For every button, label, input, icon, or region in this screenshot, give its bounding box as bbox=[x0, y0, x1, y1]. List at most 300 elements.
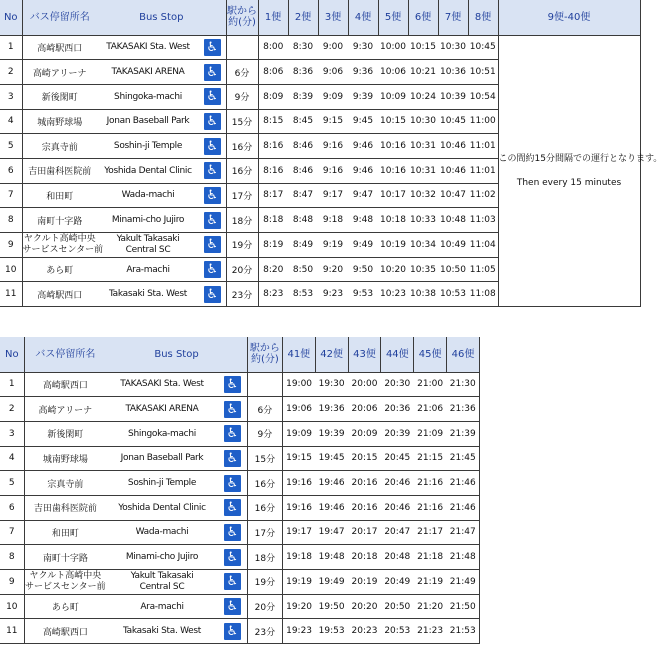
departure-time: 10:35 bbox=[408, 257, 438, 282]
header-stop-ja: バス停留所名 bbox=[24, 337, 106, 372]
accessible-icon: ♿ bbox=[224, 598, 241, 615]
minutes-from-station: 15分 bbox=[247, 446, 282, 471]
departure-time: 11:03 bbox=[468, 208, 498, 233]
accessible-icon: ♿ bbox=[204, 88, 221, 105]
departure-time: 9:00 bbox=[318, 35, 348, 60]
table-row bbox=[0, 471, 480, 496]
minutes-from-station: 20分 bbox=[226, 257, 258, 282]
wheelchair-cell bbox=[199, 60, 226, 85]
departure-time: 19:09 bbox=[282, 421, 315, 446]
stop-name-en-line2: Central SC bbox=[125, 244, 171, 255]
departure-time: 11:04 bbox=[468, 233, 498, 258]
departure-time: 10:46 bbox=[438, 134, 468, 159]
departure-time: 19:48 bbox=[315, 545, 348, 570]
stop-name-en: Ara-machi bbox=[97, 257, 199, 282]
table-row bbox=[0, 421, 480, 446]
departure-time: 9:19 bbox=[318, 233, 348, 258]
departure-time: 10:16 bbox=[378, 158, 408, 183]
stop-name-ja: 城南野球場 bbox=[22, 109, 97, 134]
departure-time: 21:45 bbox=[447, 446, 480, 471]
departure-time: 20:17 bbox=[348, 520, 381, 545]
departure-time: 9:09 bbox=[318, 84, 348, 109]
departure-time: 10:48 bbox=[438, 208, 468, 233]
departure-time: 19:17 bbox=[282, 520, 315, 545]
departure-time: 21:00 bbox=[414, 372, 447, 397]
table-row bbox=[0, 594, 480, 619]
stop-name-ja-line1: ヤクルト高崎中央 bbox=[23, 233, 96, 244]
departure-time: 20:19 bbox=[348, 570, 381, 595]
departure-time: 10:47 bbox=[438, 183, 468, 208]
departure-time: 9:46 bbox=[348, 158, 378, 183]
departure-time: 21:30 bbox=[447, 372, 480, 397]
accessible-icon: ♿ bbox=[224, 623, 241, 640]
stop-name-ja: 宗真寺前 bbox=[24, 471, 106, 496]
departure-time: 8:47 bbox=[288, 183, 318, 208]
departure-time: 20:48 bbox=[381, 545, 414, 570]
accessible-icon: ♿ bbox=[224, 401, 241, 418]
departure-time: 10:39 bbox=[438, 84, 468, 109]
stop-name-ja: 南町十字路 bbox=[22, 208, 97, 233]
departure-time: 19:36 bbox=[315, 397, 348, 422]
departure-time: 21:46 bbox=[447, 471, 480, 496]
stop-name-en: Soshin-ji Temple bbox=[97, 134, 199, 159]
stop-name-en: TAKASAKI ARENA bbox=[97, 60, 199, 85]
wheelchair-cell bbox=[218, 397, 248, 422]
departure-time: 10:32 bbox=[408, 183, 438, 208]
minutes-from-station: 15分 bbox=[226, 109, 258, 134]
departure-time: 8:06 bbox=[258, 60, 288, 85]
stop-number: 10 bbox=[0, 257, 22, 282]
stop-number: 5 bbox=[0, 134, 22, 159]
departure-time: 10:45 bbox=[438, 109, 468, 134]
departure-time: 10:50 bbox=[438, 257, 468, 282]
departure-time: 21:17 bbox=[414, 520, 447, 545]
header-trip: 43便 bbox=[348, 337, 381, 372]
stop-number: 1 bbox=[0, 35, 22, 60]
departure-time: 10:38 bbox=[408, 282, 438, 307]
stop-name-en: Soshin-ji Temple bbox=[106, 471, 218, 496]
departure-time: 20:50 bbox=[381, 594, 414, 619]
minutes-from-station: 19分 bbox=[247, 570, 282, 595]
departure-time: 19:53 bbox=[315, 619, 348, 644]
departure-time: 8:19 bbox=[258, 233, 288, 258]
stop-name-en: TAKASAKI ARENA bbox=[106, 397, 218, 422]
departure-time: 9:48 bbox=[348, 208, 378, 233]
accessible-icon: ♿ bbox=[204, 39, 221, 56]
minutes-from-station: 18分 bbox=[226, 208, 258, 233]
minutes-from-station: 6分 bbox=[226, 60, 258, 85]
wheelchair-cell bbox=[199, 109, 226, 134]
departure-time: 9:20 bbox=[318, 257, 348, 282]
wheelchair-cell bbox=[218, 545, 248, 570]
stop-name-ja: 新後閑町 bbox=[22, 84, 97, 109]
stop-name-ja-line2: サービスセンター前 bbox=[22, 244, 104, 255]
departure-time: 9:36 bbox=[348, 60, 378, 85]
frequency-note bbox=[498, 35, 662, 307]
minutes-from-station bbox=[247, 372, 282, 397]
stop-number: 9 bbox=[0, 233, 22, 258]
departure-time: 10:53 bbox=[438, 282, 468, 307]
stop-name-ja: あら町 bbox=[22, 257, 97, 282]
frequency-note-en: Then every 15 minutes bbox=[516, 177, 622, 188]
departure-time: 8:18 bbox=[258, 208, 288, 233]
stop-name-en: TAKASAKI Sta. West bbox=[97, 35, 199, 60]
departure-time: 10:36 bbox=[438, 60, 468, 85]
stop-name-en: Ara-machi bbox=[106, 594, 218, 619]
accessible-icon: ♿ bbox=[224, 450, 241, 467]
departure-time: 9:18 bbox=[318, 208, 348, 233]
wheelchair-cell bbox=[199, 158, 226, 183]
accessible-icon: ♿ bbox=[204, 113, 221, 130]
header-trip: 8便 bbox=[468, 0, 498, 35]
stop-number: 5 bbox=[0, 471, 24, 496]
minutes-from-station: 16分 bbox=[226, 158, 258, 183]
stop-number: 10 bbox=[0, 594, 24, 619]
departure-time: 20:45 bbox=[381, 446, 414, 471]
stop-number: 1 bbox=[0, 372, 24, 397]
wheelchair-cell bbox=[218, 520, 248, 545]
minutes-from-station: 17分 bbox=[247, 520, 282, 545]
departure-time: 21:50 bbox=[447, 594, 480, 619]
departure-time: 8:46 bbox=[288, 134, 318, 159]
minutes-from-station: 16分 bbox=[226, 134, 258, 159]
departure-time: 21:20 bbox=[414, 594, 447, 619]
stop-number: 11 bbox=[0, 282, 22, 307]
departure-time: 8:45 bbox=[288, 109, 318, 134]
stop-number: 11 bbox=[0, 619, 24, 644]
stop-name-ja: 和田町 bbox=[22, 183, 97, 208]
departure-time: 10:15 bbox=[378, 109, 408, 134]
departure-time: 8:23 bbox=[258, 282, 288, 307]
departure-time: 10:30 bbox=[438, 35, 468, 60]
stop-name-en: Takasaki Sta. West bbox=[106, 619, 218, 644]
stop-name-en: Shingoka-machi bbox=[106, 421, 218, 446]
stop-name-ja: 高崎駅西口 bbox=[24, 372, 106, 397]
departure-time: 10:19 bbox=[378, 233, 408, 258]
departure-time: 21:53 bbox=[447, 619, 480, 644]
stop-number: 6 bbox=[0, 495, 24, 520]
stop-name-en-line1: Yakult Takasaki bbox=[116, 233, 180, 244]
table-row bbox=[0, 495, 480, 520]
departure-time: 9:47 bbox=[348, 183, 378, 208]
stop-name-en: Takasaki Sta. West bbox=[97, 282, 199, 307]
departure-time: 10:06 bbox=[378, 60, 408, 85]
departure-time: 11:08 bbox=[468, 282, 498, 307]
header-minutes-from-station: 駅から約(分) bbox=[226, 0, 258, 35]
departure-time: 20:39 bbox=[381, 421, 414, 446]
accessible-icon: ♿ bbox=[204, 187, 221, 204]
stop-name-ja: 宗真寺前 bbox=[22, 134, 97, 159]
departure-time: 19:30 bbox=[315, 372, 348, 397]
departure-time: 20:16 bbox=[348, 495, 381, 520]
departure-time: 20:00 bbox=[348, 372, 381, 397]
departure-time: 10:18 bbox=[378, 208, 408, 233]
minutes-from-station: 6分 bbox=[247, 397, 282, 422]
departure-time: 19:16 bbox=[282, 495, 315, 520]
departure-time: 20:18 bbox=[348, 545, 381, 570]
departure-time: 20:09 bbox=[348, 421, 381, 446]
minutes-from-station: 9分 bbox=[226, 84, 258, 109]
departure-time: 21:36 bbox=[447, 397, 480, 422]
minutes-from-station: 23分 bbox=[226, 282, 258, 307]
departure-time: 20:46 bbox=[381, 471, 414, 496]
stop-name-ja: 高崎駅西口 bbox=[22, 282, 97, 307]
departure-time: 10:24 bbox=[408, 84, 438, 109]
accessible-icon: ♿ bbox=[224, 475, 241, 492]
minutes-from-station: 16分 bbox=[247, 471, 282, 496]
departure-time: 10:54 bbox=[468, 84, 498, 109]
header-row bbox=[0, 0, 640, 35]
stop-name-ja: あら町 bbox=[24, 594, 106, 619]
departure-time: 8:48 bbox=[288, 208, 318, 233]
stop-name-en bbox=[97, 233, 199, 258]
wheelchair-cell bbox=[199, 84, 226, 109]
stop-name-ja bbox=[22, 233, 104, 258]
evening-timetable bbox=[0, 337, 480, 644]
departure-time: 21:19 bbox=[414, 570, 447, 595]
departure-time: 9:16 bbox=[318, 158, 348, 183]
minutes-from-station bbox=[226, 35, 258, 60]
departure-time: 10:33 bbox=[408, 208, 438, 233]
departure-time: 20:36 bbox=[381, 397, 414, 422]
header-trip: 7便 bbox=[438, 0, 468, 35]
wheelchair-cell bbox=[218, 619, 248, 644]
header-trip: 1便 bbox=[258, 0, 288, 35]
wheelchair-cell bbox=[199, 257, 226, 282]
departure-time: 20:15 bbox=[348, 446, 381, 471]
departure-time: 20:53 bbox=[381, 619, 414, 644]
stop-name-en: Minami-cho Jujiro bbox=[106, 545, 218, 570]
departure-time: 9:30 bbox=[348, 35, 378, 60]
wheelchair-cell bbox=[199, 282, 226, 307]
header-trip: 5便 bbox=[378, 0, 408, 35]
departure-time: 19:49 bbox=[315, 570, 348, 595]
departure-time: 19:23 bbox=[282, 619, 315, 644]
departure-time: 9:17 bbox=[318, 183, 348, 208]
minutes-from-station: 17分 bbox=[226, 183, 258, 208]
departure-time: 19:47 bbox=[315, 520, 348, 545]
accessible-icon: ♿ bbox=[204, 64, 221, 81]
minutes-from-station: 16分 bbox=[247, 495, 282, 520]
departure-time: 10:46 bbox=[438, 158, 468, 183]
departure-time: 21:23 bbox=[414, 619, 447, 644]
stop-name-ja: 高崎アリーナ bbox=[24, 397, 106, 422]
departure-time: 10:45 bbox=[468, 35, 498, 60]
departure-time: 19:06 bbox=[282, 397, 315, 422]
departure-time: 8:15 bbox=[258, 109, 288, 134]
departure-time: 21:16 bbox=[414, 495, 447, 520]
departure-time: 21:18 bbox=[414, 545, 447, 570]
header-minutes-from-station: 駅から約(分) bbox=[247, 337, 282, 372]
header-trip: 41便 bbox=[282, 337, 315, 372]
stop-name-en: Jonan Baseball Park bbox=[97, 109, 199, 134]
accessible-icon: ♿ bbox=[224, 573, 241, 590]
departure-time: 11:00 bbox=[468, 109, 498, 134]
accessible-icon: ♿ bbox=[224, 499, 241, 516]
departure-time: 8:53 bbox=[288, 282, 318, 307]
departure-time: 19:20 bbox=[282, 594, 315, 619]
departure-time: 10:34 bbox=[408, 233, 438, 258]
header-trip: 42便 bbox=[315, 337, 348, 372]
accessible-icon: ♿ bbox=[204, 162, 221, 179]
accessible-icon: ♿ bbox=[204, 236, 221, 253]
departure-time: 9:39 bbox=[348, 84, 378, 109]
departure-time: 19:19 bbox=[282, 570, 315, 595]
header-trip: 44便 bbox=[381, 337, 414, 372]
table-row bbox=[0, 570, 480, 595]
stop-name-en: Minami-cho Jujiro bbox=[97, 208, 199, 233]
header-trip: 4便 bbox=[348, 0, 378, 35]
accessible-icon: ♿ bbox=[204, 261, 221, 278]
departure-time: 8:49 bbox=[288, 233, 318, 258]
departure-time: 10:09 bbox=[378, 84, 408, 109]
stop-name-ja: 吉田歯科医院前 bbox=[22, 158, 97, 183]
departure-time: 9:49 bbox=[348, 233, 378, 258]
table-row bbox=[0, 372, 480, 397]
accessible-icon: ♿ bbox=[224, 549, 241, 566]
stop-name-ja: 新後閑町 bbox=[24, 421, 106, 446]
departure-time: 9:53 bbox=[348, 282, 378, 307]
stop-name-en: Yoshida Dental Clinic bbox=[97, 158, 199, 183]
table-row bbox=[0, 520, 480, 545]
accessible-icon: ♿ bbox=[224, 376, 241, 393]
departure-time: 21:46 bbox=[447, 495, 480, 520]
departure-time: 19:46 bbox=[315, 471, 348, 496]
departure-time: 9:46 bbox=[348, 134, 378, 159]
departure-time: 11:01 bbox=[468, 134, 498, 159]
stop-name-en: TAKASAKI Sta. West bbox=[106, 372, 218, 397]
wheelchair-cell bbox=[199, 183, 226, 208]
departure-time: 20:20 bbox=[348, 594, 381, 619]
stop-name-en: Wada-machi bbox=[97, 183, 199, 208]
stop-name-ja: 吉田歯科医院前 bbox=[24, 495, 106, 520]
stop-name-en: Wada-machi bbox=[106, 520, 218, 545]
departure-time: 8:00 bbox=[258, 35, 288, 60]
departure-time: 19:16 bbox=[282, 471, 315, 496]
departure-time: 8:39 bbox=[288, 84, 318, 109]
stop-number: 6 bbox=[0, 158, 22, 183]
header-no: No bbox=[0, 337, 24, 372]
wheelchair-cell bbox=[218, 421, 248, 446]
stop-name-en-line1: Yakult Takasaki bbox=[130, 570, 194, 581]
header-no: No bbox=[0, 0, 22, 35]
departure-time: 10:20 bbox=[378, 257, 408, 282]
departure-time: 8:16 bbox=[258, 134, 288, 159]
departure-time: 21:09 bbox=[414, 421, 447, 446]
departure-time: 11:01 bbox=[468, 158, 498, 183]
stop-name-ja: 南町十字路 bbox=[24, 545, 106, 570]
header-stop-en: Bus Stop bbox=[106, 337, 247, 372]
departure-time: 20:23 bbox=[348, 619, 381, 644]
stop-number: 7 bbox=[0, 520, 24, 545]
departure-time: 21:15 bbox=[414, 446, 447, 471]
minutes-from-station: 20分 bbox=[247, 594, 282, 619]
departure-time: 8:17 bbox=[258, 183, 288, 208]
table-row bbox=[0, 545, 480, 570]
departure-time: 9:06 bbox=[318, 60, 348, 85]
wheelchair-cell bbox=[218, 495, 248, 520]
wheelchair-cell bbox=[199, 208, 226, 233]
accessible-icon: ♿ bbox=[204, 138, 221, 155]
wheelchair-cell bbox=[199, 134, 226, 159]
departure-time: 19:39 bbox=[315, 421, 348, 446]
departure-time: 10:49 bbox=[438, 233, 468, 258]
frequency-note-ja: この間約15分間隔での運行となります。 bbox=[498, 153, 662, 164]
stop-number: 9 bbox=[0, 570, 24, 595]
stop-name-en-line2: Central SC bbox=[139, 581, 185, 592]
stop-name-ja: 高崎駅西口 bbox=[24, 619, 106, 644]
stop-name-ja: 和田町 bbox=[24, 520, 106, 545]
stop-name-ja-line1: ヤクルト高崎中央 bbox=[29, 570, 102, 581]
departure-time: 9:15 bbox=[318, 109, 348, 134]
departure-time: 21:48 bbox=[447, 545, 480, 570]
departure-time: 10:00 bbox=[378, 35, 408, 60]
departure-time: 9:45 bbox=[348, 109, 378, 134]
departure-time: 8:09 bbox=[258, 84, 288, 109]
accessible-icon: ♿ bbox=[224, 524, 241, 541]
departure-time: 8:36 bbox=[288, 60, 318, 85]
departure-time: 19:50 bbox=[315, 594, 348, 619]
stop-name-en: Yoshida Dental Clinic bbox=[106, 495, 218, 520]
departure-time: 10:16 bbox=[378, 134, 408, 159]
departure-time: 20:46 bbox=[381, 495, 414, 520]
departure-time: 10:31 bbox=[408, 158, 438, 183]
departure-time: 8:46 bbox=[288, 158, 318, 183]
stop-name-ja-line2: サービスセンター前 bbox=[25, 581, 106, 592]
wheelchair-cell bbox=[218, 446, 248, 471]
weekday-morning-timetable bbox=[0, 0, 662, 307]
departure-time: 19:46 bbox=[315, 495, 348, 520]
table-row bbox=[0, 619, 480, 644]
header-trip: 6便 bbox=[408, 0, 438, 35]
stop-name-en: Shingoka-machi bbox=[97, 84, 199, 109]
minutes-from-station: 18分 bbox=[247, 545, 282, 570]
departure-time: 10:31 bbox=[408, 134, 438, 159]
departure-time: 10:21 bbox=[408, 60, 438, 85]
minutes-from-station: 23分 bbox=[247, 619, 282, 644]
stop-name-ja: 高崎アリーナ bbox=[22, 60, 97, 85]
departure-time: 8:20 bbox=[258, 257, 288, 282]
departure-time: 8:16 bbox=[258, 158, 288, 183]
stop-name-ja bbox=[24, 570, 106, 595]
departure-time: 21:39 bbox=[447, 421, 480, 446]
departure-time: 9:50 bbox=[348, 257, 378, 282]
accessible-icon: ♿ bbox=[204, 212, 221, 229]
departure-time: 8:30 bbox=[288, 35, 318, 60]
stop-number: 8 bbox=[0, 208, 22, 233]
departure-time: 20:06 bbox=[348, 397, 381, 422]
stop-number: 7 bbox=[0, 183, 22, 208]
wheelchair-cell bbox=[218, 594, 248, 619]
stop-name-en bbox=[106, 570, 218, 595]
wheelchair-cell bbox=[218, 570, 248, 595]
stop-number: 4 bbox=[0, 446, 24, 471]
departure-time: 19:45 bbox=[315, 446, 348, 471]
stop-number: 3 bbox=[0, 84, 22, 109]
departure-time: 9:16 bbox=[318, 134, 348, 159]
departure-time: 10:17 bbox=[378, 183, 408, 208]
header-trip: 46便 bbox=[447, 337, 480, 372]
table-row bbox=[0, 446, 480, 471]
stop-name-ja: 高崎駅西口 bbox=[22, 35, 97, 60]
departure-time: 21:06 bbox=[414, 397, 447, 422]
departure-time: 19:15 bbox=[282, 446, 315, 471]
stop-name-en: Jonan Baseball Park bbox=[106, 446, 218, 471]
stop-number: 4 bbox=[0, 109, 22, 134]
wheelchair-cell bbox=[199, 35, 226, 60]
departure-time: 20:30 bbox=[381, 372, 414, 397]
table-row bbox=[0, 397, 480, 422]
